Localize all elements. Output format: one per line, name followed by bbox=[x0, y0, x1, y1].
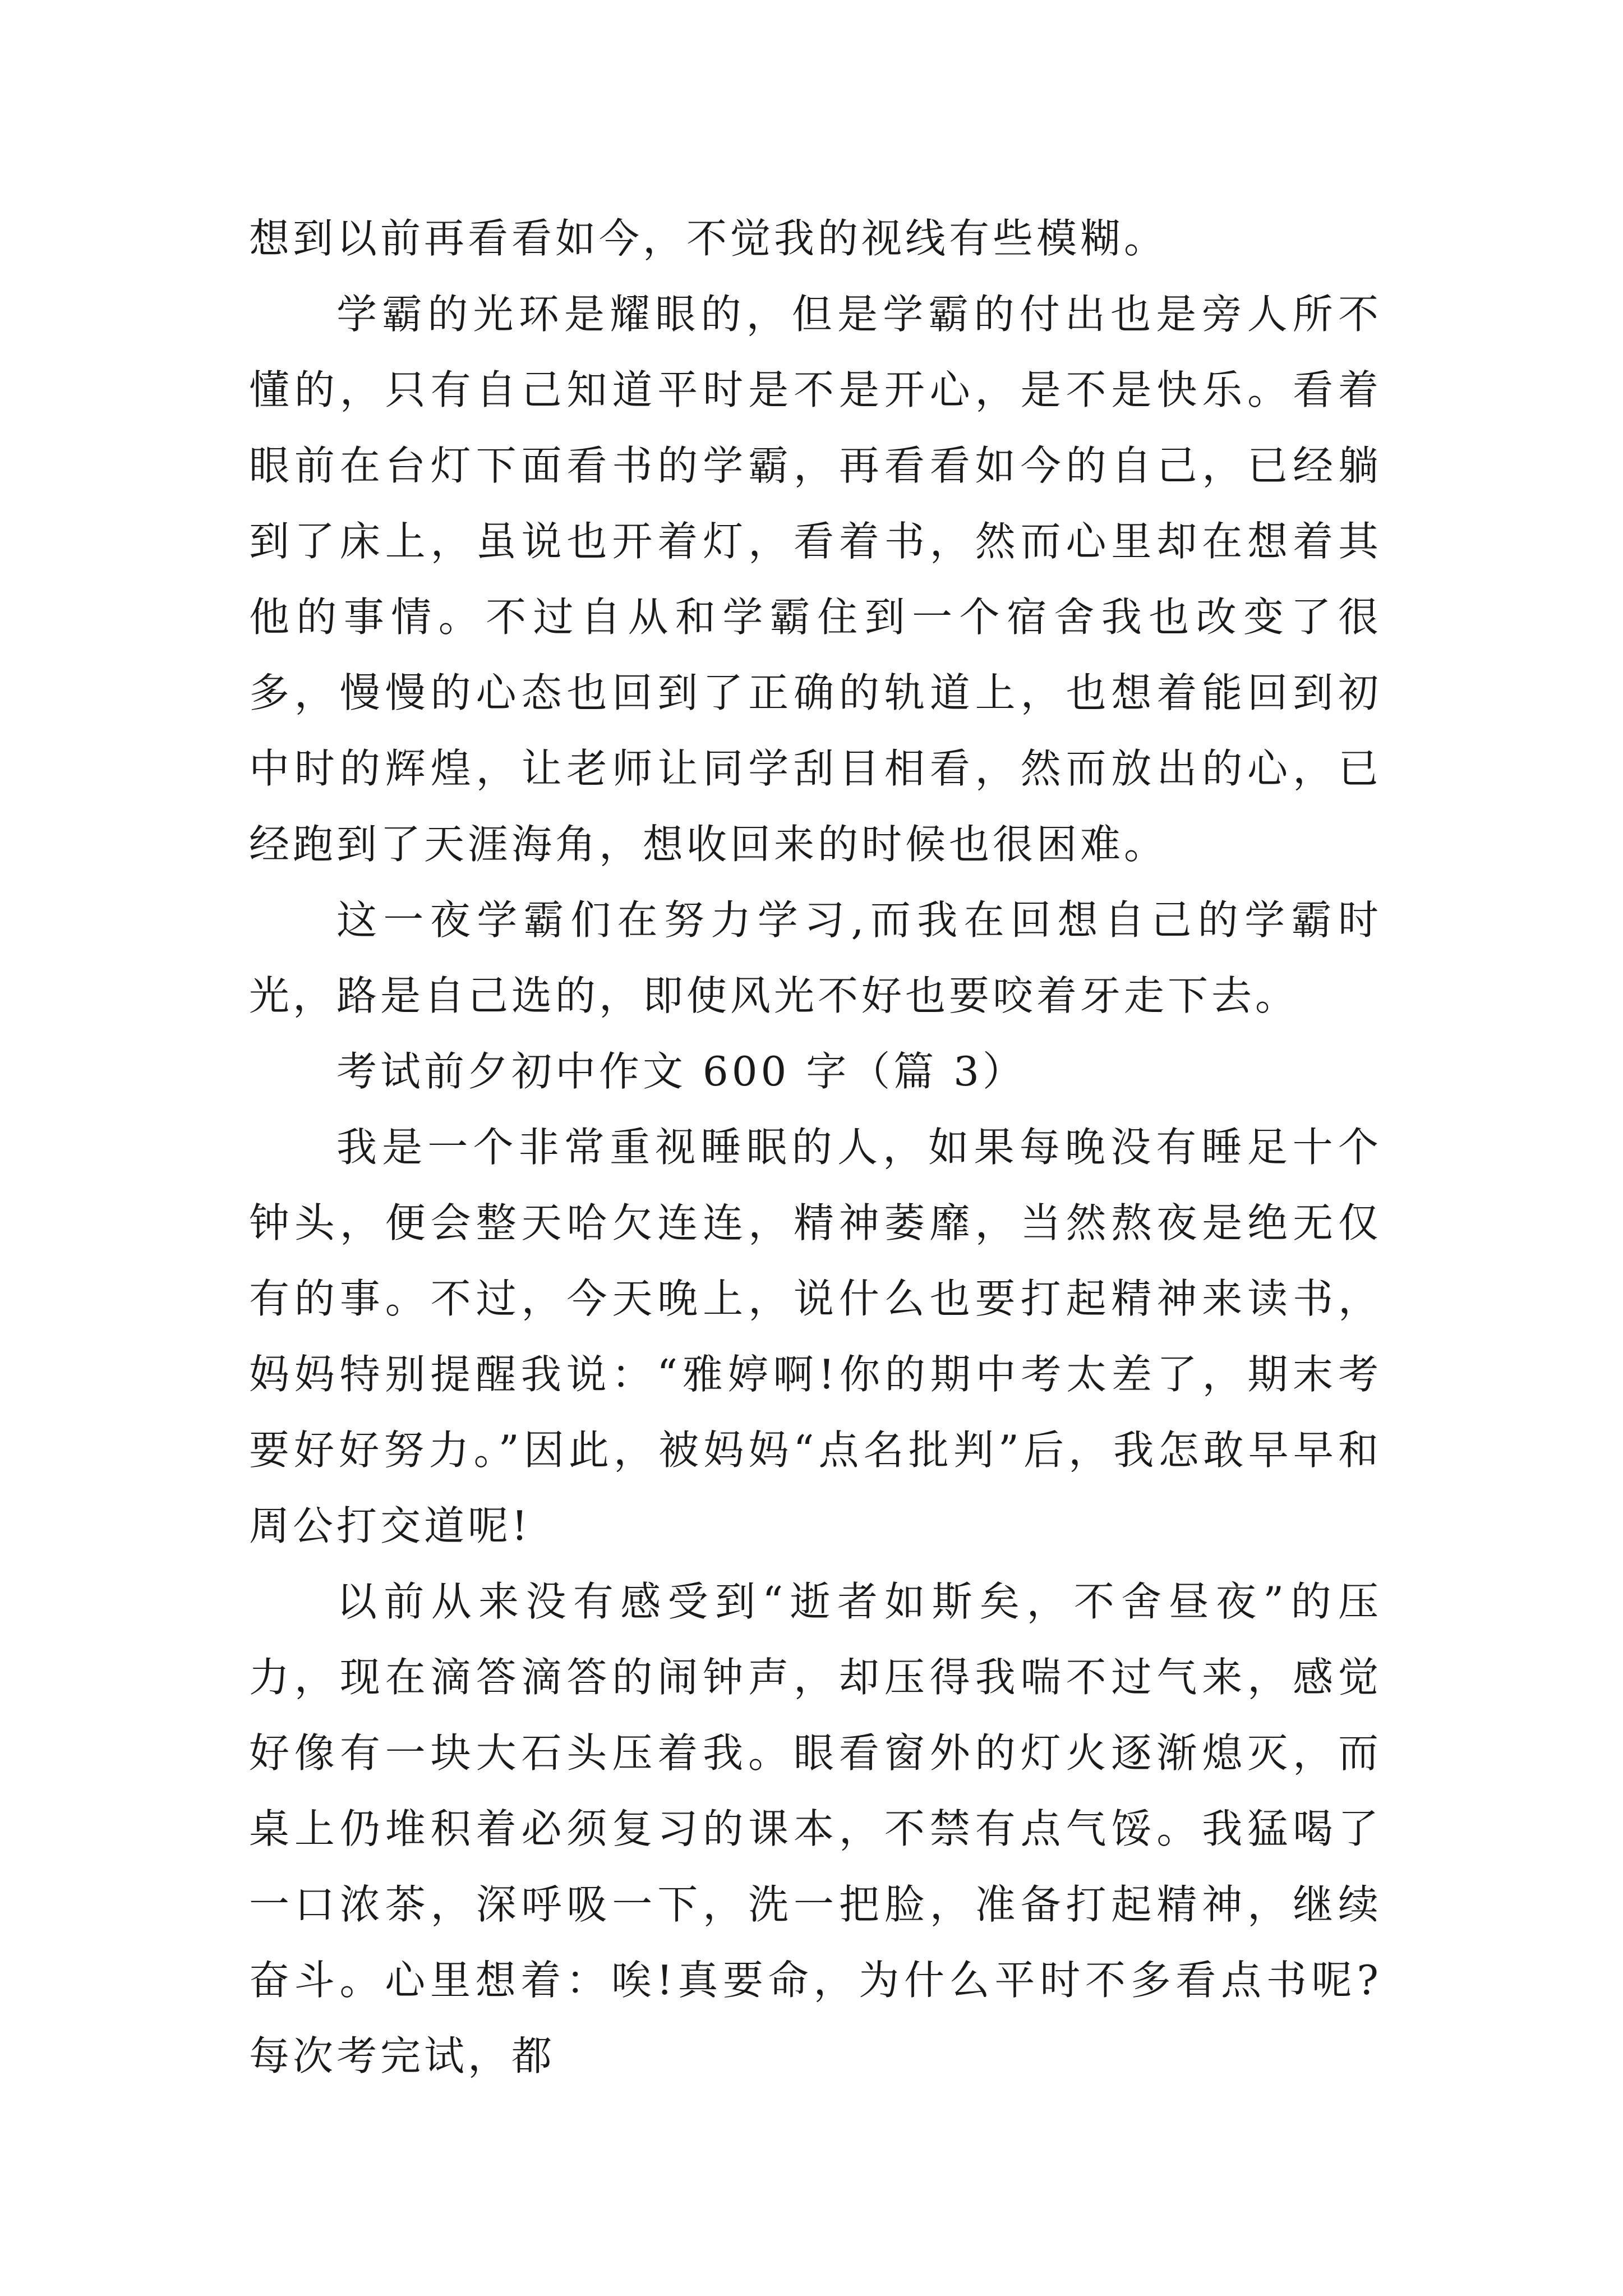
paragraph: 以前从来没有感受到“逝者如斯矣，不舍昼夜”的压力，现在滴答滴答的闹钟声，却压得我喘不过气来，感觉好像有一块大石头压着我。眼看窗外的灯火逐渐熄灭，而桌上仍堆积着必须复习的课本，不禁有点气馁。我猛喝了一口浓茶，深呼吸一下，洗一把脸，准备打起精神，继续奋斗。心里想着：唉!真要命，为什么平时不多看点书呢?每次考完试，都 bbox=[249, 1578, 1382, 2079]
paragraph-continuation: 想到以前再看看如今，不觉我的视线有些模糊。 bbox=[249, 215, 1168, 262]
section-heading: 考试前夕初中作文 600 字（篇 3） bbox=[336, 1048, 1026, 1095]
paragraph: 这一夜学霸们在努力学习,而我在回想自己的学霸时光，路是自己选的，即使风光不好也要咬着牙走下去。 bbox=[249, 896, 1382, 1019]
document-body bbox=[249, 201, 1382, 2094]
paragraph: 我是一个非常重视睡眠的人，如果每晚没有睡足十个钟头，便会整天哈欠连连，精神萎靡，当然熬夜是绝无仅有的事。不过，今天晚上，说什么也要打起精神来读书，妈妈特别提醒我说：“雅婷啊!你的期中考太差了，期末考要好好努力。”因此，被妈妈“点名批判”后，我怎敢早早和周公打交道呢! bbox=[249, 1124, 1382, 1549]
paragraph: 学霸的光环是耀眼的，但是学霸的付出也是旁人所不懂的，只有自己知道平时是不是开心，是不是快乐。看着眼前在台灯下面看书的学霸，再看看如今的自己，已经躺到了床上，虽说也开着灯，看着书，然而心里却在想着其他的事情。不过自从和学霸住到一个宿舍我也改变了很多，慢慢的心态也回到了正确的轨道上，也想着能回到初中时的辉煌，让老师让同学刮目相看，然而放出的心，已经跑到了天涯海角，想收回来的时候也很困难。 bbox=[249, 291, 1382, 868]
